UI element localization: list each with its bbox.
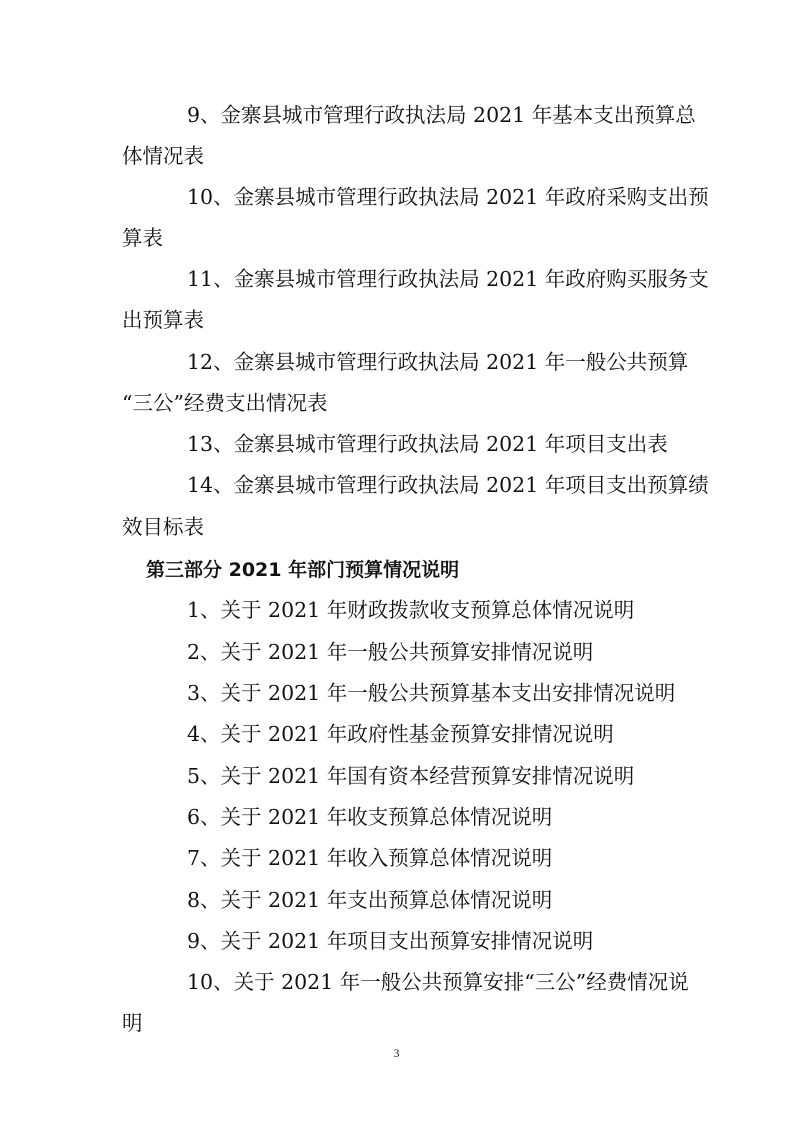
section3-item: 1、关于 2021 年财政拨款收支预算总体情况说明 bbox=[187, 598, 635, 622]
section3-item-10-line1: 10、关于 2021 年一般公共预算安排“三公”经费情况说 bbox=[187, 970, 689, 994]
section3-item: 8、关于 2021 年支出预算总体情况说明 bbox=[187, 888, 553, 912]
section3-item: 7、关于 2021 年收入预算总体情况说明 bbox=[187, 846, 553, 870]
section3-item: 5、关于 2021 年国有资本经营预算安排情况说明 bbox=[187, 764, 635, 788]
list-item-11-line1: 11、金寨县城市管理行政执法局 2021 年政府购买服务支 bbox=[187, 267, 709, 291]
section3-item-10-line2: 明 bbox=[122, 1011, 143, 1035]
list-item-12-line2: “三公”经费支出情况表 bbox=[122, 391, 328, 415]
list-item-14-line1: 14、金寨县城市管理行政执法局 2021 年项目支出预算绩 bbox=[187, 473, 709, 497]
list-item-10-line2: 算表 bbox=[122, 226, 163, 250]
list-item-9-line1: 9、金寨县城市管理行政执法局 2021 年基本支出预算总 bbox=[187, 103, 696, 127]
list-item-11-line2: 出预算表 bbox=[122, 308, 204, 332]
page-number: 3 bbox=[393, 1046, 400, 1060]
list-item-12-line1: 12、金寨县城市管理行政执法局 2021 年一般公共预算 bbox=[187, 350, 689, 374]
section3-item: 2、关于 2021 年一般公共预算安排情况说明 bbox=[187, 640, 594, 664]
section3-item: 4、关于 2021 年政府性基金预算安排情况说明 bbox=[187, 722, 614, 746]
section-heading: 第三部分 2021 年部门预算情况说明 bbox=[146, 559, 460, 581]
list-item-10-line1: 10、金寨县城市管理行政执法局 2021 年政府采购支出预 bbox=[187, 185, 709, 209]
section3-item: 6、关于 2021 年收支预算总体情况说明 bbox=[187, 805, 553, 829]
list-item-13: 13、金寨县城市管理行政执法局 2021 年项目支出表 bbox=[187, 432, 668, 456]
list-item-9-line2: 体情况表 bbox=[122, 144, 204, 168]
list-item-14-line2: 效目标表 bbox=[122, 515, 204, 539]
section3-item: 9、关于 2021 年项目支出预算安排情况说明 bbox=[187, 929, 594, 953]
section3-item: 3、关于 2021 年一般公共预算基本支出安排情况说明 bbox=[187, 681, 676, 705]
